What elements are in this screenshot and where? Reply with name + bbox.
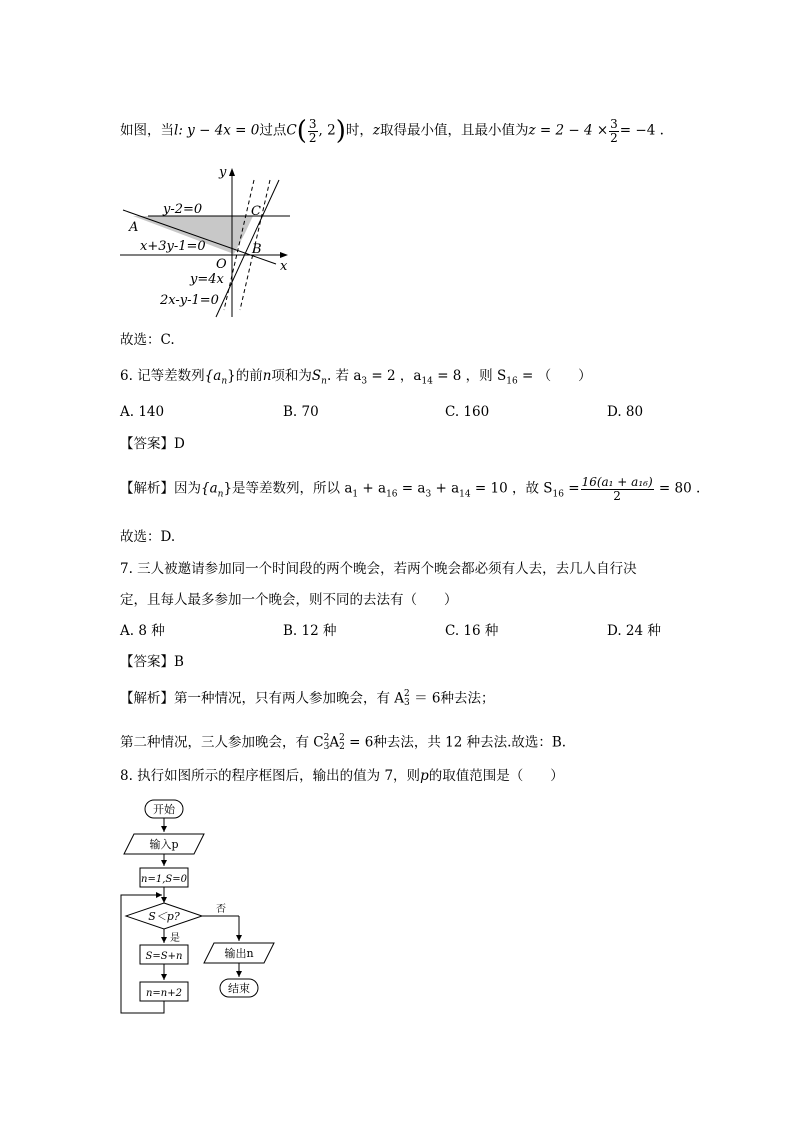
x-axis-arrow — [280, 252, 288, 258]
q8-stem — [120, 770, 564, 784]
flow-update-n-label: n=n+2 — [145, 988, 183, 999]
subscript: 3 — [425, 489, 432, 500]
subscript: 16 — [506, 376, 518, 387]
text-segment: 【解析】因为 — [120, 480, 201, 497]
text-segment: A — [329, 734, 340, 751]
fraction-3-2-b — [609, 118, 619, 144]
sequence-brace: } — [223, 480, 233, 497]
subscript: 3 — [361, 376, 368, 387]
solution-line-min-value — [120, 116, 664, 147]
text-segment: 8. 执行如图所示的程序框图后，输出的值为 7，则 — [120, 768, 421, 784]
q7-analysis-line1 — [120, 690, 494, 708]
text-segment: 项和为 — [271, 368, 312, 384]
text-segment: = a — [397, 480, 426, 497]
text-segment: = 2 ，a — [367, 368, 422, 384]
text-segment: 取得最小值，且最小值为 — [379, 122, 529, 139]
fraction-numerator: 3 — [610, 117, 618, 131]
text-segment: = （ ） — [517, 368, 592, 384]
text-segment: 6. 记等差数列 — [120, 368, 205, 384]
text-segment: = 6种去法，共 12 种去法.故选：B. — [344, 734, 567, 751]
q7-answer: 【答案】B — [120, 654, 184, 670]
q6-option-a: A. 140 — [120, 404, 165, 420]
superscript: 2 — [404, 689, 410, 699]
q6-analysis — [120, 476, 700, 502]
sequence-brace: } — [227, 368, 236, 384]
q6-option-b: B. 70 — [283, 404, 319, 420]
x-axis-label: x — [280, 259, 288, 274]
text-segment: = 80 . — [654, 480, 701, 497]
q6-option-c: C. 160 — [445, 404, 490, 420]
min-expression: z = 2 − 4 × — [528, 122, 609, 139]
subscript: 14 — [459, 489, 471, 500]
flowchart — [118, 796, 283, 1018]
q6-option-d: D. 80 — [607, 404, 644, 420]
fraction-numerator: 3 — [308, 117, 317, 131]
flow-init-label: n=1,S=0 — [141, 874, 187, 885]
q7-option-d: D. 24 种 — [607, 623, 661, 639]
y-axis-label: y — [219, 165, 227, 180]
p-variable: p — [420, 768, 429, 784]
line-l-symbol: l — [174, 122, 179, 139]
text-segment: = 8 ，则 S — [432, 368, 507, 384]
text-segment: + a — [431, 480, 460, 497]
text-segment: 是等差数列，所以 a — [232, 480, 353, 497]
flow-input-label: 输入p — [149, 838, 179, 851]
line-equation: : y − 4x = 0 — [178, 122, 260, 139]
paren-close: ) — [335, 116, 346, 147]
z-variable: z — [372, 122, 380, 139]
flow-update-s-label: S=S+n — [145, 951, 183, 962]
text-segment: 时， — [345, 122, 373, 139]
point-coordinate: , 2 — [318, 122, 336, 139]
sum-fraction — [581, 476, 654, 502]
q7-stem-line1: 7. 三人被邀请参加同一个时间段的两个晚会，若两个晚会都必须有人去，去几人自行决 — [120, 561, 637, 577]
flow-yes-label: 是 — [170, 933, 180, 944]
q5-answer-choice: 故选：C. — [120, 332, 175, 348]
superscript: 2 — [323, 733, 330, 743]
text-segment: = 10 ，故 S — [470, 480, 553, 497]
point-c-label: C — [286, 122, 297, 139]
paren-open: ( — [296, 116, 307, 147]
fraction-denominator: 2 — [610, 130, 618, 145]
text-segment: 【解析】第一种情况，只有两人参加晚会，有 A — [120, 690, 405, 707]
q7-analysis-line2 — [120, 734, 566, 752]
subscript: 3 — [404, 698, 410, 708]
subscript: 1 — [352, 489, 359, 500]
subscript: 16 — [386, 489, 398, 500]
subscript: 14 — [421, 376, 433, 387]
point-a-label: A — [129, 220, 139, 235]
fraction-denominator: 2 — [308, 130, 317, 145]
text-segment: 的取值范围是（ ） — [428, 768, 564, 784]
q7-option-c: C. 16 种 — [445, 623, 499, 639]
label-y-4x-eq: y=4x — [190, 272, 224, 287]
text-segment: = — [563, 480, 580, 497]
feasible-region-graph — [118, 160, 298, 320]
fraction-3-2 — [308, 118, 318, 144]
y-axis-arrow — [229, 168, 235, 176]
flow-no-label: 否 — [216, 904, 226, 915]
label-2x-y-1-eq: 2x-y-1=0 — [160, 293, 219, 308]
sequence-symbol: {a — [201, 480, 218, 497]
sum-symbol: S — [311, 368, 322, 384]
fraction-numerator: 16(a₁ + a₁₆) — [581, 475, 653, 489]
subscript: 2 — [339, 742, 345, 752]
origin-label: O — [216, 257, 227, 272]
flow-output-label: 输出n — [224, 947, 254, 960]
subscript: n — [321, 376, 327, 387]
q7-stem-line2: 定，且每人最多参加一个晚会，则不同的去法有（ ） — [120, 592, 458, 608]
text-segment: ＝ 6种去法； — [409, 690, 495, 707]
text-segment: 第二种情况，三人参加晚会，有 C — [120, 734, 324, 751]
q6-stem — [120, 370, 592, 387]
flow-decision-label: S＜p? — [148, 910, 180, 923]
sequence-symbol: {a — [204, 368, 222, 384]
text-segment: + a — [358, 480, 387, 497]
q6-answer: 【答案】D — [120, 436, 185, 452]
text-segment: 过点 — [259, 122, 287, 139]
subscript: 16 — [552, 489, 564, 500]
text-segment: . 若 a — [326, 368, 362, 384]
subscript: n — [217, 489, 224, 500]
label-y-2-eq: y-2=0 — [163, 202, 203, 217]
flow-start-label: 开始 — [153, 803, 175, 816]
label-x3y1-eq: x+3y-1=0 — [140, 239, 206, 254]
text-segment: 如图，当 — [120, 122, 174, 139]
n-variable: n — [262, 368, 272, 384]
q6-final-choice: 故选：D. — [120, 529, 176, 545]
point-b-label: B — [252, 242, 262, 257]
fraction-denominator: 2 — [613, 488, 621, 503]
superscript: 2 — [339, 733, 345, 743]
subscript: 3 — [323, 742, 330, 752]
flow-end-label: 结束 — [228, 982, 250, 995]
min-result: = −4 . — [619, 122, 664, 139]
q7-option-b: B. 12 种 — [283, 623, 337, 639]
text-segment: 的前 — [235, 368, 263, 384]
subscript: n — [221, 376, 228, 387]
point-c-label-graph: C — [251, 204, 261, 219]
q7-option-a: A. 8 种 — [120, 623, 165, 639]
